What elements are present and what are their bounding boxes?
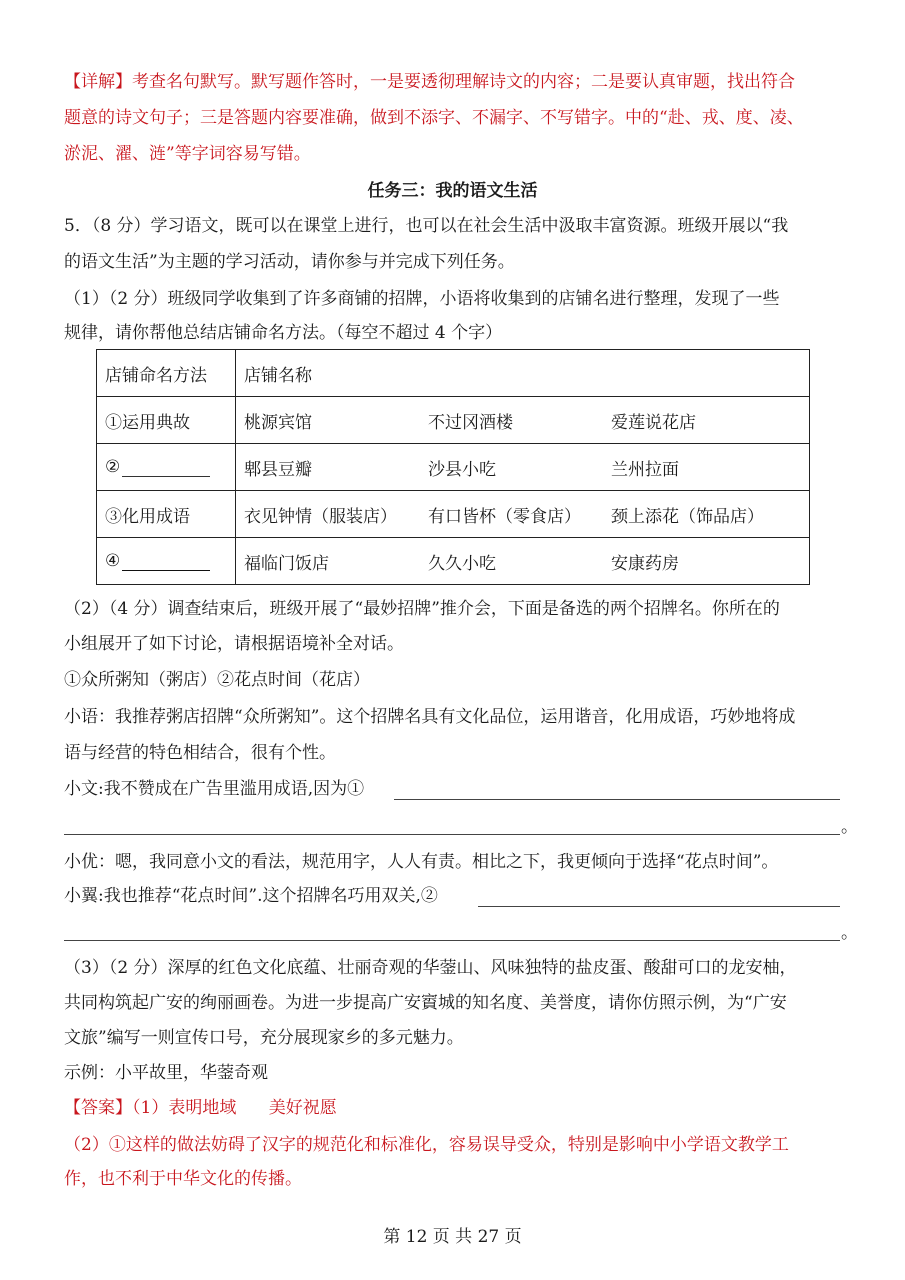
table-row <box>97 444 810 491</box>
answer-line-2: （2）①这样的做法妨碍了汉字的规范化和标准化，容易误导受众，特别是影响中小学语文教学工 <box>64 1135 789 1155</box>
shop-name: 郫县豆瓣 <box>244 459 312 480</box>
shop-name: 爱莲说花店 <box>611 412 696 433</box>
period-mark: 。 <box>841 817 858 837</box>
answer-line[interactable] <box>64 834 840 835</box>
table-header-row <box>97 350 810 397</box>
answer-blank[interactable] <box>122 460 210 477</box>
shop-name: 有口皆杯（零食店） <box>428 506 581 527</box>
shop-name: 安康药房 <box>611 553 679 574</box>
answer-line[interactable] <box>394 799 840 800</box>
table-row <box>97 491 810 538</box>
detail-line-1: 【详解】考查名句默写。默写题作答时，一是要透彻理解诗文的内容；二是要认真审题，找出符合 <box>64 72 795 92</box>
shop-name: 不过冈酒楼 <box>428 412 513 433</box>
method-cell: ③化用成语 <box>97 491 236 538</box>
q5-intro-line-2: 的语文生活”为主题的学习活动，请你参与并完成下列任务。 <box>64 252 515 272</box>
method-cell <box>97 538 236 585</box>
answer-line[interactable] <box>64 940 840 941</box>
task-title: 任务三：我的语文生活 <box>367 181 538 201</box>
answer-blank[interactable] <box>122 554 210 571</box>
xiaoyou-line: 小优：嗯，我同意小文的看法，规范用字，人人有责。相比之下，我更倾向于选择“花点时间”。 <box>64 852 779 872</box>
answer-line-3: 作，也不利于中华文化的传播。 <box>64 1169 302 1189</box>
table-header-method: 店铺命名方法 <box>97 350 236 397</box>
shop-name: 沙县小吃 <box>428 459 496 480</box>
method-label: ④ <box>105 551 121 571</box>
table-row <box>97 397 810 444</box>
q5-sub1-line-1: （1）（2 分）班级同学收集到了许多商铺的招牌，小语将收集到的店铺名进行整理，发现了一些 <box>64 289 780 309</box>
table-header-names: 店铺名称 <box>236 350 810 397</box>
q5-sub1-line-2: 规律，请你帮他总结店铺命名方法。（每空不超过 4 个字） <box>64 323 503 343</box>
shop-name: 颈上添花（饰品店） <box>611 506 764 527</box>
q5-sub3-line-3: 文旅”编写一则宣传口号，充分展现家乡的多元魅力。 <box>64 1028 464 1048</box>
q5-options: ①众所粥知（粥店）②花点时间（花店） <box>64 670 370 690</box>
example-line: 示例：小平故里，华蓥奇观 <box>64 1063 268 1083</box>
method-cell <box>97 444 236 491</box>
answer-line-1: 【答案】（1）表明地域 美好祝愿 <box>64 1098 337 1118</box>
shop-name: 桃源宾馆 <box>244 412 312 433</box>
xiaoyu-line-1: 小语：我推荐粥店招牌“众所粥知”。这个招牌名具有文化品位，运用谐音，化用成语，巧妙地将成 <box>64 707 796 727</box>
shop-name: 福临门饭店 <box>244 553 329 574</box>
q5-sub2-line-1: （2）（4 分）调查结束后，班级开展了“最妙招牌”推介会，下面是备选的两个招牌名。你所在的 <box>64 599 780 619</box>
q5-sub3-line-1: （3）（2 分）深厚的红色文化底蕴、壮丽奇观的华蓥山、风味独特的盐皮蛋、酸甜可口的龙安柚， <box>64 958 797 978</box>
shop-name: 兰州拉面 <box>611 459 679 480</box>
page-number: 第 12 页 共 27 页 <box>383 1227 522 1247</box>
detail-line-2: 题意的诗文句子；三是答题内容要准确，做到不添字、不漏字、不写错字。中的“赴、戎、度、凌、 <box>64 108 804 128</box>
method-cell: ①运用典故 <box>97 397 236 444</box>
xiaoyi-line: 小翼:我也推荐“花点时间”.这个招牌名巧用双关,② <box>64 886 438 906</box>
q5-intro-line-1: 5．（8 分）学习语文，既可以在课堂上进行，也可以在社会生活中汲取丰富资源。班级开展以“我 <box>64 216 789 236</box>
q5-sub3-line-2: 共同构筑起广安的绚丽画卷。为进一步提高广安賨城的知名度、美誉度，请你仿照示例，为“广安 <box>64 993 787 1013</box>
period-mark: 。 <box>841 923 858 943</box>
shop-naming-table <box>96 349 810 585</box>
answer-line[interactable] <box>478 906 840 907</box>
q5-sub2-line-2: 小组展开了如下讨论，请根据语境补全对话。 <box>64 634 404 654</box>
xiaoyu-line-2: 语与经营的特色相结合，很有个性。 <box>64 743 336 763</box>
shop-name: 衣见钟情（服装店） <box>244 506 397 527</box>
detail-line-3: 淤泥、濯、涟”等字词容易写错。 <box>64 144 311 164</box>
table-row <box>97 538 810 585</box>
shop-name: 久久小吃 <box>428 553 496 574</box>
xiaowen-line: 小文:我不赞成在广告里滥用成语,因为① <box>64 779 365 799</box>
method-label: ② <box>105 457 121 477</box>
